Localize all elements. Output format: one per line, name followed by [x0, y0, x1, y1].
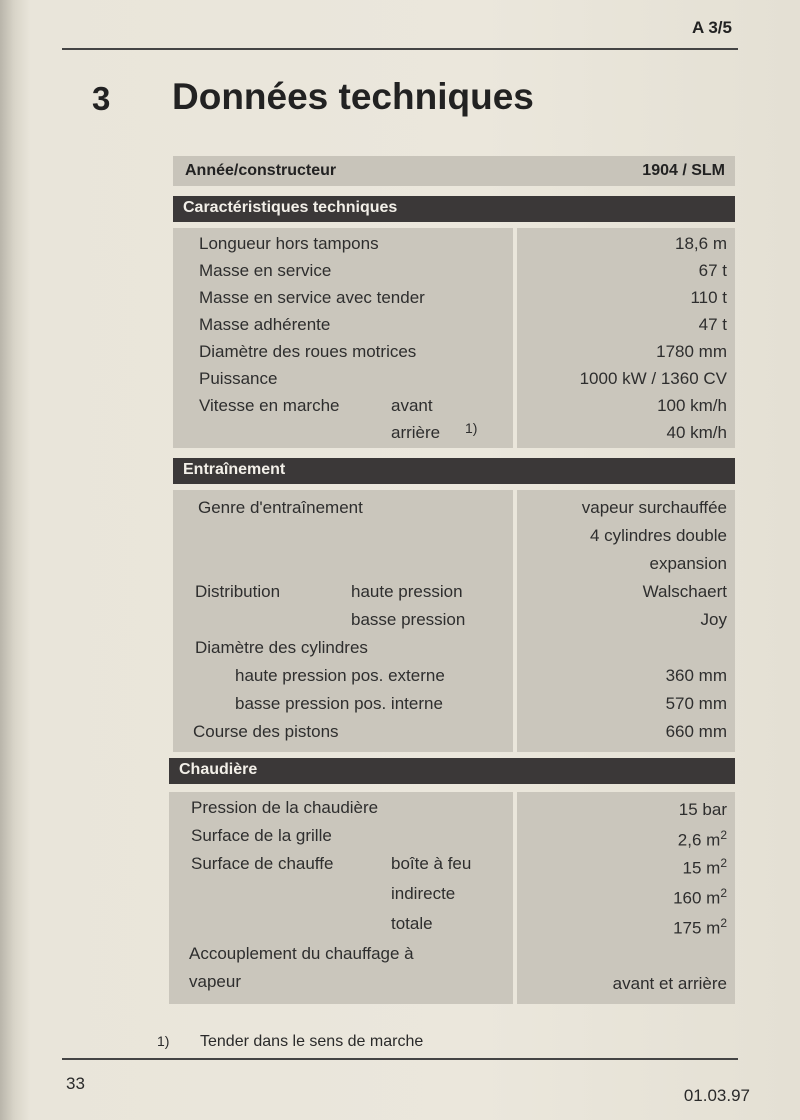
bottom-divider — [62, 1058, 738, 1060]
revision-date: 01.03.97 — [683, 1086, 750, 1105]
grille-value: 2,6 $m^2$ — [677, 828, 727, 850]
caracteristiques-header: Caractéristiques techniques — [173, 196, 735, 222]
page-number: 33 — [66, 1074, 85, 1093]
diametre-bp-label: basse pression pos. interne — [235, 694, 443, 713]
masse-tender-label: Masse en service avec tender — [199, 288, 425, 307]
diametre-bp-value: 570 mm — [665, 694, 727, 713]
accouplement-label-2: vapeur — [189, 972, 241, 991]
diametre-cylindres-label: Diamètre des cylindres — [195, 638, 368, 657]
masse-tender-value: 110 t — [690, 288, 727, 307]
document-reference: A 3/5 — [691, 18, 732, 37]
masse-adherente-value: 47 t — [698, 315, 727, 334]
boite-feu-value: 15 $m^2$ — [682, 856, 727, 878]
chapter-number: 3 — [92, 80, 111, 117]
distribution-bp-value: Joy — [700, 610, 727, 629]
vitesse-avant-label: avant — [391, 396, 433, 415]
vitesse-label: Vitesse en marche — [199, 396, 340, 415]
annee-value: 1904 / SLM — [642, 162, 725, 179]
masse-service-value: 67 t — [698, 261, 727, 280]
vitesse-avant-value: 100 km/h — [657, 396, 727, 415]
footnote-mark: 1) — [157, 1033, 170, 1049]
course-pistons-label: Course des pistons — [193, 722, 339, 741]
vitesse-arriere-value: 40 km/h — [666, 423, 727, 442]
grille-label: Surface de la grille — [191, 826, 332, 845]
indirecte-value: 160 $m^2$ — [673, 886, 727, 908]
puissance-value: 1000 kW / 1360 CV — [579, 369, 727, 388]
genre-value-1: vapeur surchauffée — [581, 498, 727, 517]
longueur-label: Longueur hors tampons — [199, 234, 379, 253]
puissance-label: Puissance — [199, 369, 278, 388]
chaudiere-block — [169, 792, 735, 1004]
surface-chauffe-label: Surface de chauffe — [191, 854, 334, 873]
entrainement-header: Entraînement — [173, 458, 735, 484]
genre-value-2: 4 cylindres double — [589, 526, 727, 545]
vitesse-arriere-label: arrière — [391, 423, 441, 442]
distribution-hp-label: haute pression — [351, 582, 463, 601]
caracteristiques-block — [173, 228, 735, 448]
distribution-hp-value: Walschaert — [642, 582, 727, 601]
annee-label: Année/constructeur — [185, 162, 337, 179]
pression-value: 15 bar — [678, 800, 727, 819]
course-pistons-value: 660 mm — [665, 722, 727, 741]
diametre-roues-value: 1780 mm — [656, 342, 727, 361]
genre-label: Genre d'entraînement — [198, 498, 363, 517]
masse-service-label: Masse en service — [199, 261, 332, 280]
diametre-hp-value: 360 mm — [665, 666, 727, 685]
entrainement-block — [173, 490, 735, 752]
indirecte-label: indirecte — [391, 884, 456, 903]
distribution-bp-label: basse pression — [351, 610, 466, 629]
masse-adherente-label: Masse adhérente — [199, 315, 331, 334]
totale-label: totale — [391, 914, 433, 933]
chapter-title: Données techniques — [172, 76, 534, 117]
pression-label: Pression de la chaudière — [191, 798, 379, 817]
accouplement-label: Accouplement du chauffage à — [189, 944, 414, 963]
vitesse-arriere-footnote: 1) — [465, 420, 478, 436]
boite-feu-label: boîte à feu — [391, 854, 472, 873]
distribution-label: Distribution — [195, 582, 281, 601]
diametre-hp-label: haute pression pos. externe — [235, 666, 445, 685]
longueur-value: 18,6 m — [675, 234, 727, 253]
top-divider — [62, 48, 738, 50]
diametre-roues-label: Diamètre des roues motrices — [199, 342, 417, 361]
accouplement-value: avant et arrière — [612, 974, 727, 993]
chaudiere-header: Chaudière — [169, 758, 735, 784]
footnote-text: Tender dans le sens de marche — [200, 1033, 424, 1050]
totale-value: 175 $m^2$ — [673, 916, 727, 938]
genre-value-3: expansion — [649, 554, 727, 573]
